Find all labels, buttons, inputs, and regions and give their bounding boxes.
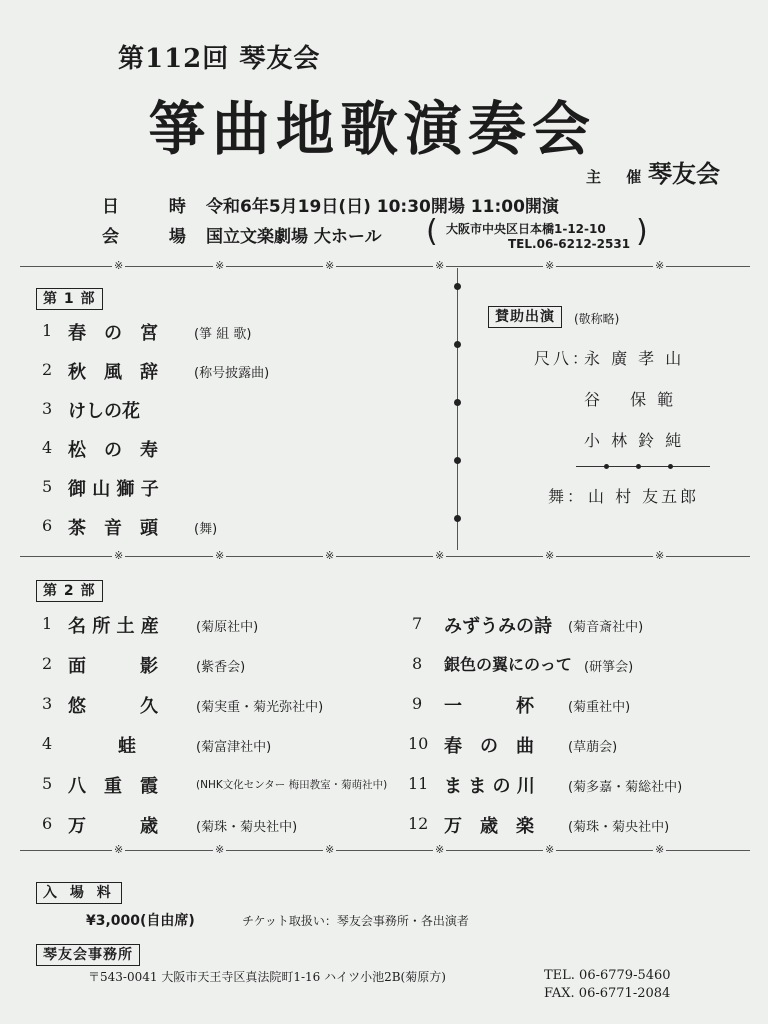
separator-star: ※ <box>435 549 445 562</box>
dance-name: 山 村 友五郎 <box>588 487 700 506</box>
divider-dot <box>454 283 461 290</box>
datetime-value: 令和6年5月19日(日) 10:30開場 11:00開演 <box>206 197 559 217</box>
part2-item-number: 6 <box>42 814 53 833</box>
ticket-info: チケット取扱い：琴友会事務所・各出演者 <box>242 914 469 928</box>
part2-item-note: (紫香会) <box>196 660 246 675</box>
part2-item-title: 悠 久 <box>68 696 158 717</box>
part2-label: 第 2 部 <box>36 580 103 602</box>
guest-name: 小 林 鈴 純 <box>584 431 685 450</box>
part2-item-note: (研箏会) <box>584 660 634 675</box>
separator-2 <box>20 556 750 557</box>
part2-item-title: 銀色の翼にのって <box>444 655 572 674</box>
host-label: 主 催 <box>586 168 652 186</box>
guest-name: 谷 保 範 <box>584 390 677 409</box>
address-paren-open: ( <box>426 214 438 249</box>
part2-item-note: (菊富津社中) <box>196 740 272 755</box>
part2-item-title: 蛙 <box>118 736 136 757</box>
separator-star: ※ <box>215 843 225 856</box>
guests-label: 賛助出演 <box>488 306 562 328</box>
dance-label: 舞： <box>548 487 587 506</box>
part2-item-note: (菊多嘉・菊総社中) <box>568 780 683 795</box>
divider-dot <box>454 341 461 348</box>
separator-star: ※ <box>545 259 555 272</box>
separator-star: ※ <box>215 549 225 562</box>
admission-label: 入 場 料 <box>36 882 122 904</box>
venue-address: 大阪市中央区日本橋1-12-10 <box>446 222 606 236</box>
guests-divider-dot <box>604 464 609 469</box>
guests-divider-dot <box>668 464 673 469</box>
part1-item-title: 御 山 獅 子 <box>68 479 159 500</box>
part2-item-number: 1 <box>42 614 53 633</box>
part2-item-number: 7 <box>412 614 423 633</box>
separator-star: ※ <box>655 843 665 856</box>
separator-star: ※ <box>655 259 665 272</box>
part1-item-number: 6 <box>42 516 53 535</box>
part2-item-number: 11 <box>408 774 429 793</box>
office-fax: FAX. 06-6771-2084 <box>544 986 671 1001</box>
part1-label: 第 1 部 <box>36 288 103 310</box>
part2-item-number: 8 <box>412 654 423 673</box>
edition-title: 第112回 琴友会 <box>118 44 321 74</box>
separator-star: ※ <box>215 259 225 272</box>
part2-item-title: 面 影 <box>68 656 158 677</box>
part1-item-note: (称号披露曲) <box>194 366 270 381</box>
part1-item-title: 茶 音 頭 <box>68 518 158 539</box>
separator-star: ※ <box>545 549 555 562</box>
separator-star: ※ <box>435 843 445 856</box>
guests-divider <box>576 466 710 467</box>
part2-item-note: (NHK文化センター 梅田教室・菊萌社中) <box>196 779 388 791</box>
part2-item-number: 2 <box>42 654 53 673</box>
guest-name: 永 廣 孝 山 <box>584 349 685 368</box>
venue-tel: TEL.06-6212-2531 <box>508 237 631 251</box>
venue-value: 国立文楽劇場 大ホール <box>206 227 382 247</box>
separator-star: ※ <box>325 259 335 272</box>
divider-dot <box>454 515 461 522</box>
separator-1 <box>20 266 750 267</box>
venue-label: 会 場 <box>102 227 208 247</box>
admission-price: ¥3,000(自由席) <box>86 913 195 929</box>
vertical-divider <box>457 268 458 550</box>
part2-item-title: みずうみの詩 <box>444 616 552 637</box>
separator-star: ※ <box>325 549 335 562</box>
main-title: 箏曲地歌演奏会 <box>148 95 597 163</box>
part1-item-title: けしの花 <box>68 401 140 422</box>
part2-item-title: 万 歳 <box>68 816 158 837</box>
part2-item-number: 10 <box>408 734 429 753</box>
host-name: 琴友会 <box>648 159 720 188</box>
guests-divider-dot <box>636 464 641 469</box>
divider-dot <box>454 457 461 464</box>
part2-item-title: 八 重 霞 <box>68 776 158 797</box>
separator-star: ※ <box>114 259 124 272</box>
part2-item-title: ま ま の 川 <box>444 776 535 797</box>
part2-item-note: (草萠会) <box>568 740 618 755</box>
part2-item-number: 5 <box>42 774 53 793</box>
part2-item-title: 名 所 土 産 <box>68 616 159 637</box>
part1-item-note: (舞) <box>194 522 218 537</box>
part2-item-note: (菊実重・菊光弥社中) <box>196 700 324 715</box>
office-label: 琴友会事務所 <box>36 944 140 966</box>
part2-item-note: (菊珠・菊央社中) <box>196 820 298 835</box>
shakuhachi-label: 尺八： <box>534 349 592 368</box>
separator-star: ※ <box>114 843 124 856</box>
part1-item-number: 5 <box>42 477 53 496</box>
separator-star: ※ <box>435 259 445 272</box>
part1-item-note: (箏 組 歌) <box>194 327 252 342</box>
datetime-label: 日 時 <box>102 197 208 217</box>
separator-star: ※ <box>114 549 124 562</box>
part2-item-note: (菊音斎社中) <box>568 620 644 635</box>
part1-item-title: 秋 風 辞 <box>68 362 158 383</box>
separator-star: ※ <box>655 549 665 562</box>
office-tel: TEL. 06-6779-5460 <box>544 968 671 983</box>
part2-item-title: 万 歳 楽 <box>444 816 534 837</box>
separator-3 <box>20 850 750 851</box>
part2-item-note: (菊珠・菊央社中) <box>568 820 670 835</box>
guests-note: (敬称略) <box>574 312 620 326</box>
part2-item-note: (菊原社中) <box>196 620 259 635</box>
address-paren-close: ) <box>636 214 648 249</box>
divider-dot <box>454 399 461 406</box>
part1-item-number: 4 <box>42 438 53 457</box>
separator-star: ※ <box>325 843 335 856</box>
part1-item-number: 3 <box>42 399 53 418</box>
part1-item-number: 2 <box>42 360 53 379</box>
office-address: 〒543-0041 大阪市天王寺区真法院町1-16 ハイツ小池2B(菊原方) <box>88 970 446 984</box>
part2-item-title: 春 の 曲 <box>444 736 534 757</box>
part2-item-number: 4 <box>42 734 53 753</box>
part1-item-title: 春 の 宮 <box>68 323 158 344</box>
part2-item-number: 9 <box>412 694 423 713</box>
part2-item-note: (菊重社中) <box>568 700 631 715</box>
separator-star: ※ <box>545 843 555 856</box>
part2-item-number: 3 <box>42 694 53 713</box>
part2-item-title: 一 杯 <box>444 696 534 717</box>
part1-item-number: 1 <box>42 321 53 340</box>
part2-item-number: 12 <box>408 814 429 833</box>
part1-item-title: 松 の 寿 <box>68 440 158 461</box>
